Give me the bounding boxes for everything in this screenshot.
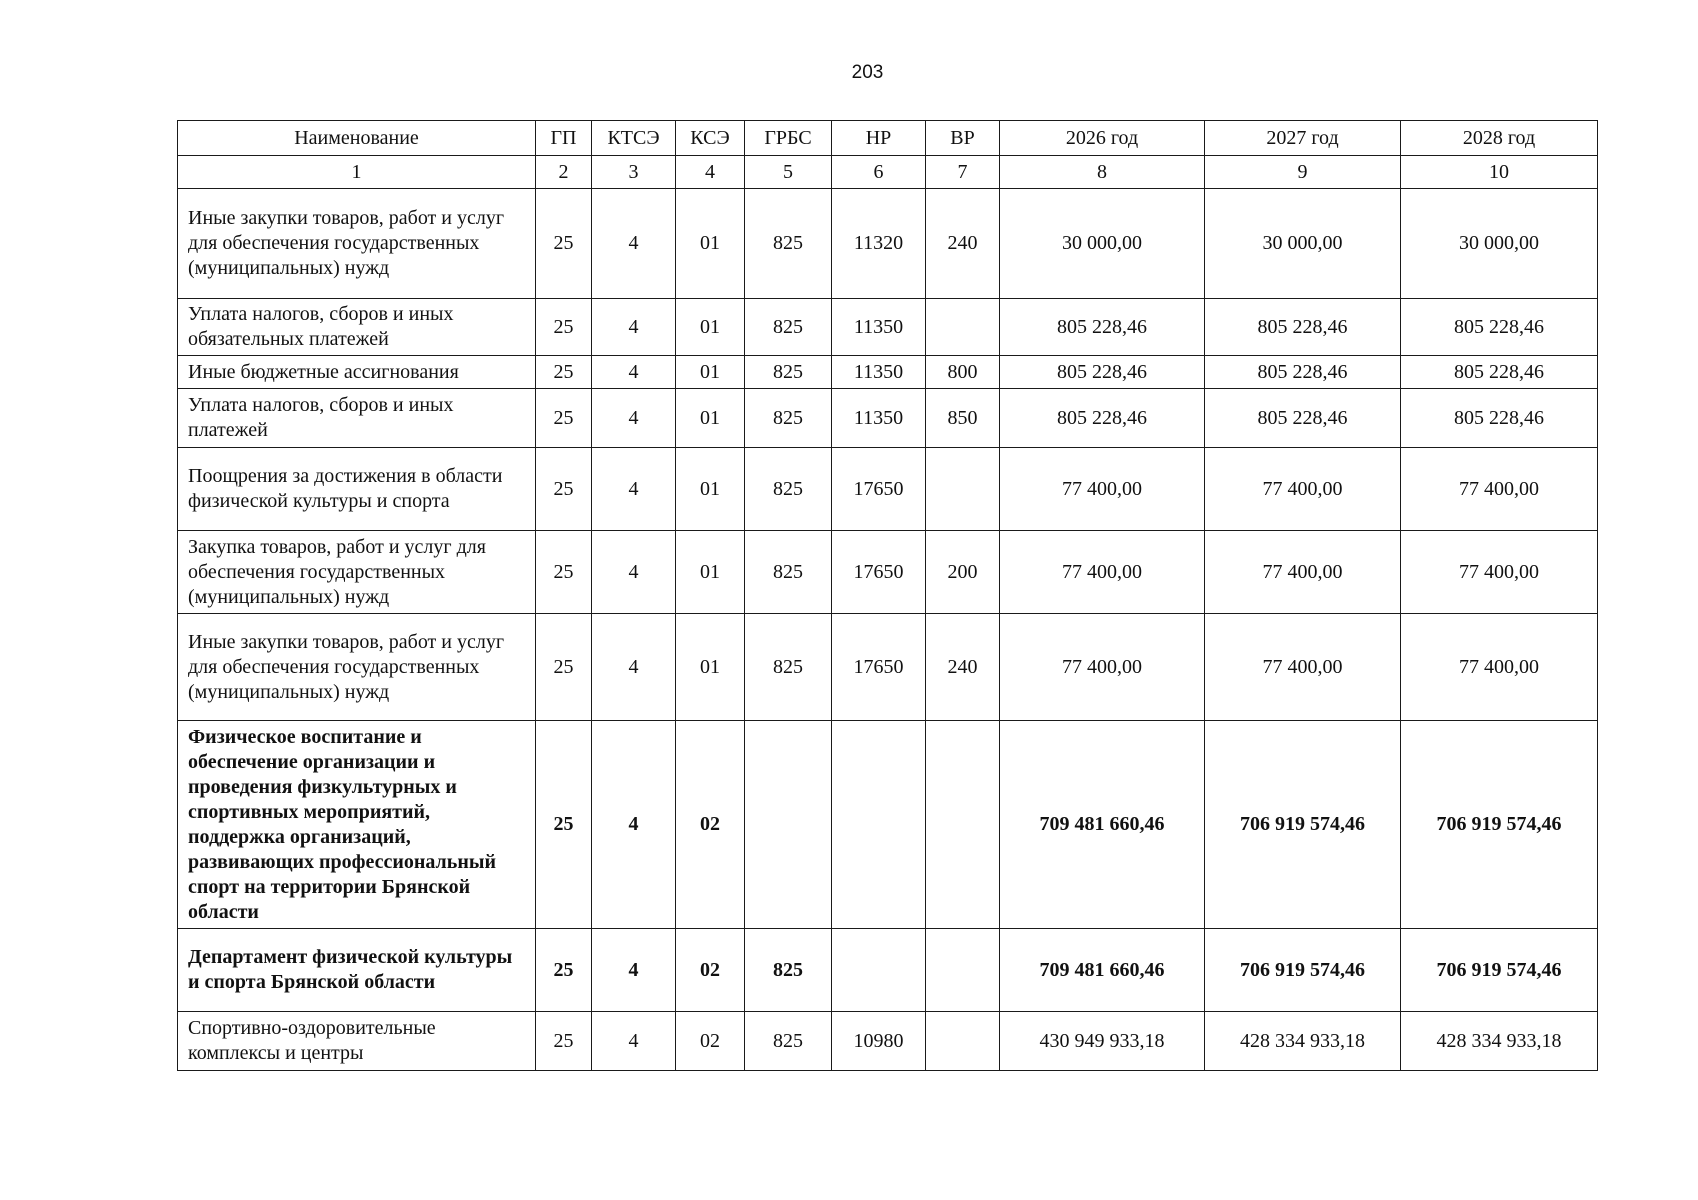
cell-2027: 706 919 574,46 <box>1205 721 1401 929</box>
column-number: 2 <box>536 156 592 189</box>
column-header-ktse: КТСЭ <box>592 121 676 156</box>
cell-vr: 800 <box>926 356 1000 389</box>
page-number: 203 <box>851 62 884 83</box>
cell-ktse: 4 <box>592 531 676 614</box>
cell-grbs: 825 <box>745 448 832 531</box>
cell-nr <box>832 929 926 1012</box>
cell-ktse: 4 <box>592 189 676 299</box>
budget-table <box>177 120 1598 1071</box>
cell-ktse: 4 <box>592 614 676 721</box>
cell-2027: 77 400,00 <box>1205 448 1401 531</box>
column-number: 3 <box>592 156 676 189</box>
cell-gp: 25 <box>536 389 592 448</box>
column-header-name: Наименование <box>178 121 536 156</box>
cell-nr: 11350 <box>832 299 926 356</box>
cell-nr: 17650 <box>832 614 926 721</box>
column-number: 5 <box>745 156 832 189</box>
cell-2026: 77 400,00 <box>1000 448 1205 531</box>
cell-vr <box>926 929 1000 1012</box>
cell-2028: 706 919 574,46 <box>1401 721 1598 929</box>
table-row <box>178 531 1598 614</box>
row-name: Закупка товаров, работ и услуг для обеспечения государственных (муниципальных) нужд <box>178 531 536 614</box>
cell-2027: 805 228,46 <box>1205 299 1401 356</box>
cell-2026: 30 000,00 <box>1000 189 1205 299</box>
table-row <box>178 614 1598 721</box>
cell-2027: 30 000,00 <box>1205 189 1401 299</box>
cell-kse: 01 <box>676 189 745 299</box>
cell-ktse: 4 <box>592 929 676 1012</box>
cell-nr: 11320 <box>832 189 926 299</box>
cell-2026: 805 228,46 <box>1000 389 1205 448</box>
cell-grbs <box>745 721 832 929</box>
cell-kse: 01 <box>676 389 745 448</box>
cell-grbs: 825 <box>745 356 832 389</box>
table-row <box>178 721 1598 929</box>
column-header-nr: НР <box>832 121 926 156</box>
row-name: Уплата налогов, сборов и иных обязательных платежей <box>178 299 536 356</box>
cell-2027: 77 400,00 <box>1205 531 1401 614</box>
cell-2026: 430 949 933,18 <box>1000 1012 1205 1071</box>
column-number: 9 <box>1205 156 1401 189</box>
column-number: 7 <box>926 156 1000 189</box>
cell-vr <box>926 721 1000 929</box>
table-row <box>178 356 1598 389</box>
cell-vr: 850 <box>926 389 1000 448</box>
column-header-kse: КСЭ <box>676 121 745 156</box>
column-number: 1 <box>178 156 536 189</box>
table-body <box>178 189 1598 1071</box>
cell-2027: 77 400,00 <box>1205 614 1401 721</box>
cell-2028: 77 400,00 <box>1401 531 1598 614</box>
cell-grbs: 825 <box>745 389 832 448</box>
cell-vr: 240 <box>926 614 1000 721</box>
cell-2028: 805 228,46 <box>1401 299 1598 356</box>
row-name: Спортивно-оздоровительные комплексы и центры <box>178 1012 536 1071</box>
column-header-2027: 2027 год <box>1205 121 1401 156</box>
cell-grbs: 825 <box>745 531 832 614</box>
table-row <box>178 389 1598 448</box>
cell-2027: 706 919 574,46 <box>1205 929 1401 1012</box>
cell-2026: 709 481 660,46 <box>1000 721 1205 929</box>
cell-gp: 25 <box>536 356 592 389</box>
row-name: Департамент физической культуры и спорта Брянской области <box>178 929 536 1012</box>
cell-2026: 709 481 660,46 <box>1000 929 1205 1012</box>
cell-nr: 11350 <box>832 389 926 448</box>
cell-ktse: 4 <box>592 299 676 356</box>
table-row <box>178 189 1598 299</box>
cell-grbs: 825 <box>745 299 832 356</box>
cell-kse: 02 <box>676 1012 745 1071</box>
cell-gp: 25 <box>536 721 592 929</box>
column-header-2028: 2028 год <box>1401 121 1598 156</box>
row-name: Иные бюджетные ассигнования <box>178 356 536 389</box>
column-number: 10 <box>1401 156 1598 189</box>
cell-gp: 25 <box>536 531 592 614</box>
cell-grbs: 825 <box>745 929 832 1012</box>
table-row <box>178 448 1598 531</box>
column-header-2026: 2026 год <box>1000 121 1205 156</box>
table-row <box>178 929 1598 1012</box>
cell-gp: 25 <box>536 189 592 299</box>
column-header-gp: ГП <box>536 121 592 156</box>
cell-2028: 805 228,46 <box>1401 389 1598 448</box>
cell-gp: 25 <box>536 614 592 721</box>
cell-vr: 200 <box>926 531 1000 614</box>
cell-2028: 805 228,46 <box>1401 356 1598 389</box>
cell-kse: 01 <box>676 614 745 721</box>
cell-kse: 02 <box>676 721 745 929</box>
row-name: Уплата налогов, сборов и иных платежей <box>178 389 536 448</box>
cell-ktse: 4 <box>592 389 676 448</box>
cell-ktse: 4 <box>592 721 676 929</box>
cell-vr <box>926 448 1000 531</box>
cell-kse: 01 <box>676 356 745 389</box>
cell-grbs: 825 <box>745 1012 832 1071</box>
row-name: Физическое воспитание и обеспечение организации и проведения физкультурных и спортивных мероприятий, поддержка организаций, развивающих профессиональный спорт на территории Брянской области <box>178 721 536 929</box>
cell-kse: 01 <box>676 299 745 356</box>
cell-nr: 10980 <box>832 1012 926 1071</box>
row-name: Иные закупки товаров, работ и услуг для обеспечения государственных (муниципальных) нужд <box>178 614 536 721</box>
row-name: Иные закупки товаров, работ и услуг для обеспечения государственных (муниципальных) нужд <box>178 189 536 299</box>
cell-gp: 25 <box>536 929 592 1012</box>
cell-2026: 805 228,46 <box>1000 356 1205 389</box>
column-number: 8 <box>1000 156 1205 189</box>
column-number: 6 <box>832 156 926 189</box>
table-row <box>178 1012 1598 1071</box>
cell-ktse: 4 <box>592 1012 676 1071</box>
cell-2026: 805 228,46 <box>1000 299 1205 356</box>
cell-ktse: 4 <box>592 448 676 531</box>
cell-2028: 77 400,00 <box>1401 614 1598 721</box>
cell-2028: 706 919 574,46 <box>1401 929 1598 1012</box>
cell-kse: 01 <box>676 531 745 614</box>
column-header-grbs: ГРБС <box>745 121 832 156</box>
cell-gp: 25 <box>536 299 592 356</box>
cell-grbs: 825 <box>745 614 832 721</box>
cell-nr: 17650 <box>832 531 926 614</box>
cell-vr: 240 <box>926 189 1000 299</box>
cell-2028: 30 000,00 <box>1401 189 1598 299</box>
cell-2027: 805 228,46 <box>1205 389 1401 448</box>
cell-nr: 17650 <box>832 448 926 531</box>
cell-grbs: 825 <box>745 189 832 299</box>
column-number: 4 <box>676 156 745 189</box>
cell-ktse: 4 <box>592 356 676 389</box>
cell-2028: 428 334 933,18 <box>1401 1012 1598 1071</box>
cell-kse: 01 <box>676 448 745 531</box>
cell-2026: 77 400,00 <box>1000 614 1205 721</box>
cell-nr: 11350 <box>832 356 926 389</box>
column-number-row <box>178 156 1598 189</box>
cell-2027: 428 334 933,18 <box>1205 1012 1401 1071</box>
row-name: Поощрения за достижения в области физической культуры и спорта <box>178 448 536 531</box>
cell-vr <box>926 299 1000 356</box>
cell-gp: 25 <box>536 1012 592 1071</box>
header-row <box>178 121 1598 156</box>
cell-2027: 805 228,46 <box>1205 356 1401 389</box>
cell-vr <box>926 1012 1000 1071</box>
cell-2028: 77 400,00 <box>1401 448 1598 531</box>
cell-gp: 25 <box>536 448 592 531</box>
cell-2026: 77 400,00 <box>1000 531 1205 614</box>
table-row <box>178 299 1598 356</box>
cell-nr <box>832 721 926 929</box>
cell-kse: 02 <box>676 929 745 1012</box>
column-header-vr: ВР <box>926 121 1000 156</box>
